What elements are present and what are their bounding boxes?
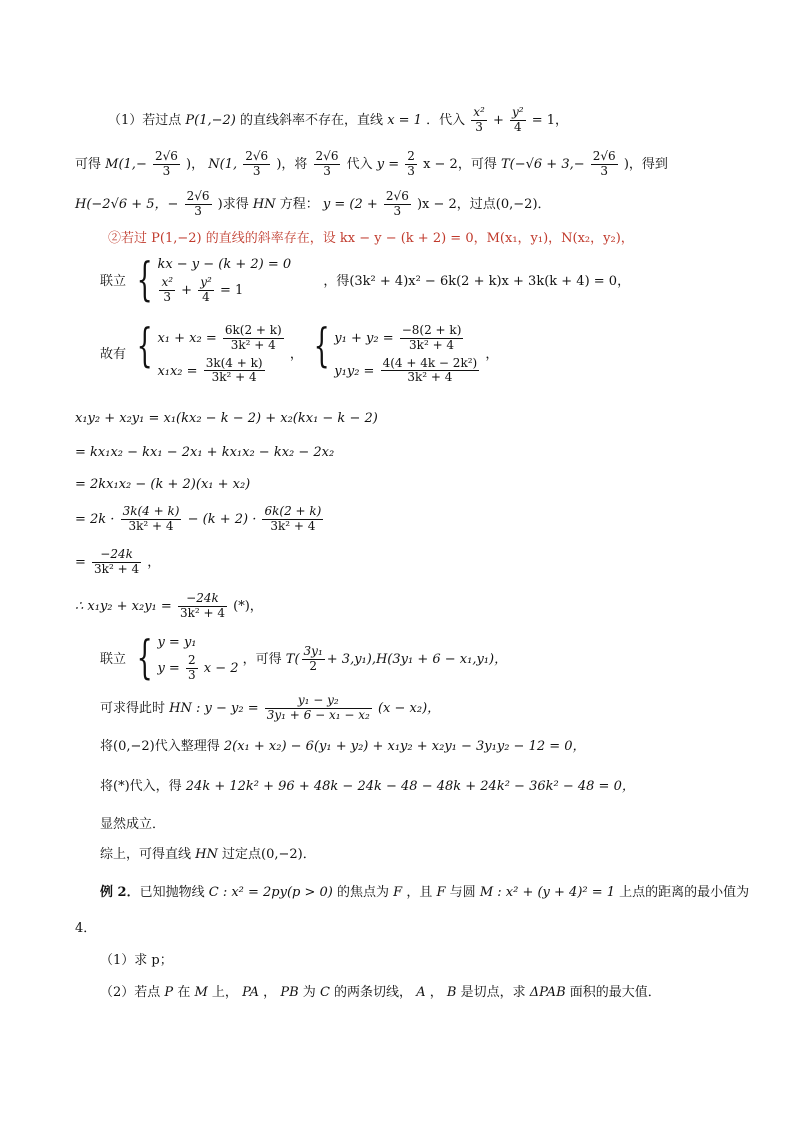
text: （1）若过点 bbox=[108, 112, 182, 128]
system-row: kx − y − (k + 2) = 0 bbox=[157, 257, 292, 272]
text: 方程： bbox=[279, 196, 319, 212]
text: 的直线斜率不存在，直线 bbox=[240, 112, 384, 128]
fraction: $\frac{\text{x²}}{3}$ bbox=[473, 105, 485, 134]
fraction: $\frac{2√6}{3}$ bbox=[186, 189, 210, 218]
system-row: x₁ + x₂ = $\frac{6k(2 + k)}{\text{3k² + 4}}$ bbox=[157, 323, 282, 352]
text: )，将 bbox=[276, 156, 308, 172]
example-label: 例 2． bbox=[100, 885, 140, 900]
line-13-system: 联立 { y = y₁ y = $\frac{2}{3}$ x − 2 ，可得 T( $\frac{\text{3y₁}}{2}$ + 3,y₁),H(3y₁ + 6 − x₁,y₁)， bbox=[100, 630, 508, 684]
question-1: （1）求 p； bbox=[100, 953, 173, 968]
system-row: y₁ + y₂ = $\frac{-8(2 + k)}{\text{3k² + 4}}$ bbox=[334, 323, 462, 352]
derivation-line: = kx₁x₂ − kx₁ − 2x₁ + kx₁x₂ − kx₂ − 2x₂ bbox=[75, 445, 335, 460]
text: ， bbox=[485, 347, 499, 363]
fraction: $\frac{2√6}{3}$ bbox=[154, 149, 178, 178]
line-5-system bbox=[100, 252, 631, 307]
line-3 bbox=[75, 190, 551, 219]
fraction: $\frac{2√6}{3}$ bbox=[315, 149, 339, 178]
text: )x − 2，过点(0,−2)． bbox=[416, 196, 551, 212]
text: 联立 bbox=[100, 651, 127, 667]
text: )，得到 bbox=[623, 156, 668, 172]
point-p: P(1,−2) bbox=[185, 112, 236, 128]
equation: y = bbox=[376, 156, 400, 172]
text: ， bbox=[289, 347, 303, 363]
example-2-statement: 例 2．已知抛物线 C : x² = 2py(p > 0) 的焦点为 F ，且 F 与圆 M : x² + (y + 4)² = 1 上点的距离的最小值为 bbox=[100, 885, 750, 900]
system-row: y = $\frac{2}{3}$ x − 2 bbox=[157, 653, 239, 683]
derivation-line: = 2kx₁x₂ − (k + 2)(x₁ + x₂) bbox=[75, 477, 251, 492]
text: 代入 bbox=[346, 156, 373, 172]
text: 可得 bbox=[75, 156, 102, 172]
equation: x = 1 bbox=[387, 112, 422, 128]
line-2 bbox=[75, 150, 668, 179]
system-row: y₁y₂ = $\frac{\text{4(4 + 4k − 2k²)}}{\text{3k² + 4}}$ bbox=[334, 355, 478, 385]
point-t: T(−√6 + 3,− bbox=[500, 156, 585, 172]
line-14: 可求得此时 HN : y − y₂ = $\frac{\text{y₁ − y₂}}{\text{3y₁ + 6 − x₁ − x₂}}$ (x − x₂)， bbox=[100, 693, 441, 722]
point-h: H(−2√6 + 5，− bbox=[75, 196, 179, 212]
line-hn: HN bbox=[252, 196, 276, 212]
line-18: 综上，可得直线 HN 过定点(0,−2)． bbox=[100, 847, 316, 862]
point-m: M(1,− bbox=[105, 156, 147, 172]
equation-system: { y₁ + y₂ = $\frac{-8(2 + k)}{\text{3k² + 4}}$ y₁y₂ = $\frac{\text{4(4 + 4k − 2k²)}}{\text{3k² + 4}}$ bbox=[307, 322, 481, 387]
fraction: $\frac{2√6}{3}$ bbox=[385, 189, 409, 218]
line-15: 将(0,−2)代入整理得 2(x₁ + x₂) − 6(y₁ + y₂) + x₁y₂ + x₂y₁ − 3y₁y₂ − 12 = 0， bbox=[100, 739, 586, 754]
fraction: $\frac{2}{3}$ bbox=[407, 149, 415, 178]
line-17: 显然成立． bbox=[100, 817, 166, 832]
line-16: 将(*)代入，得 24k + 12k² + 96 + 48k − 24k − 48 − 48k + 24k² − 36k² − 48 = 0， bbox=[100, 779, 635, 794]
example-2-cont: 4． bbox=[75, 921, 97, 936]
line-1 bbox=[108, 106, 568, 135]
text: )求得 bbox=[217, 196, 249, 212]
system-row: y = y₁ bbox=[157, 635, 197, 650]
fraction: $\frac{\text{y²}}{4}$ bbox=[512, 105, 524, 134]
fraction: $\frac{2√6}{3}$ bbox=[245, 149, 269, 178]
equation-system: { kx − y − (k + 2) = 0 $\frac{\text{x²}}{3}$ + $\frac{\text{y²}}{4}$ = 1 bbox=[136, 252, 292, 306]
text: ，得(3k² + 4)x² − 6k(2 + k)x + 3k(k + 4) = 0， bbox=[323, 273, 631, 289]
text: )， bbox=[186, 156, 205, 172]
text: 故有 bbox=[100, 347, 127, 363]
system-row: $\frac{\text{x²}}{3}$ + $\frac{\text{y²}}{4}$ = 1 bbox=[161, 275, 244, 305]
fraction: $\frac{2√6}{3}$ bbox=[592, 149, 616, 178]
point-n: N(1, bbox=[208, 156, 238, 172]
text: 联立 bbox=[100, 273, 127, 289]
question-2: （2）若点 P 在 M 上， PA ， PB 为 C 的两条切线， A ， B 是切点，求 ΔPAB 面积的最大值． bbox=[100, 985, 661, 1000]
line-6-system bbox=[100, 318, 499, 387]
text: = 1， bbox=[531, 112, 569, 128]
text: x − 2，可得 bbox=[423, 156, 497, 172]
derivation-line: = 2k · $\frac{3k(4 + k)}{\text{3k² + 4}}$ − (k + 2) · $\frac{6k(2 + k)}{\text{3k² + 4}}$ bbox=[75, 504, 322, 533]
operator: + bbox=[492, 112, 504, 128]
equation: y = (2 + bbox=[322, 196, 378, 212]
line-4: ②若过 P(1,−2) 的直线的斜率存在，设 kx − y − (k + 2) = 0，M(x₁，y₁)，N(x₂，y₂)， bbox=[108, 231, 634, 246]
derivation-line: x₁y₂ + x₂y₁ = x₁(kx₂ − k − 2) + x₂(kx₁ − k − 2) bbox=[75, 411, 378, 426]
derivation-line: ∴ x₁y₂ + x₂y₁ = $\frac{-24k}{\text{3k² + 4}}$ (*)， bbox=[75, 591, 263, 620]
text: ．代入 bbox=[426, 112, 466, 128]
system-row: x₁x₂ = $\frac{3k(4 + k)}{\text{3k² + 4}}$ bbox=[157, 355, 263, 385]
equation-system: { x₁ + x₂ = $\frac{6k(2 + k)}{\text{3k² + 4}}$ x₁x₂ = $\frac{3k(4 + k)}{\text{3k² + 4}}$ bbox=[130, 322, 286, 387]
text: ，可得 bbox=[242, 651, 282, 667]
derivation-line: = $\frac{-24k}{\text{3k² + 4}}$ ， bbox=[75, 547, 161, 576]
equation-system: { y = y₁ y = $\frac{2}{3}$ x − 2 bbox=[136, 630, 239, 684]
